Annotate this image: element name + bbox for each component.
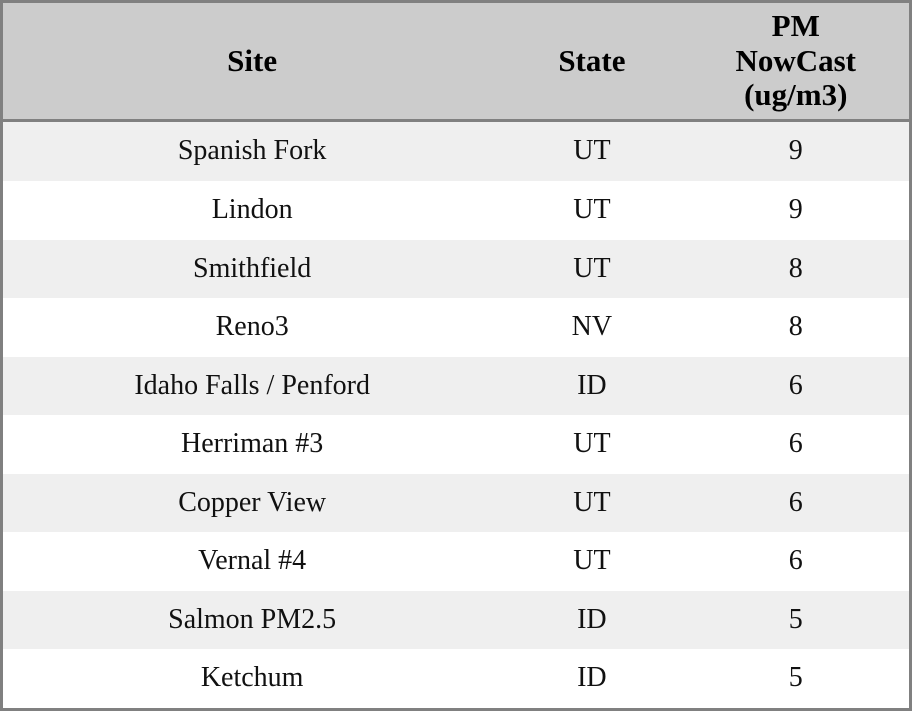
cell-site: Vernal #4 — [198, 545, 307, 577]
cell-pm-nowcast: 5 — [788, 603, 803, 635]
table-header — [3, 3, 909, 121]
cell-pm-nowcast: 6 — [788, 428, 803, 460]
cell-pm-nowcast: 8 — [788, 252, 803, 284]
table-row — [3, 591, 909, 650]
table-row — [3, 121, 909, 182]
cell-state: UT — [573, 486, 611, 518]
cell-pm-nowcast: 5 — [788, 662, 803, 694]
column-header-pm-nowcast — [682, 3, 909, 121]
table-header-row — [3, 3, 909, 121]
column-header-pm-nowcast-line-1: PM — [771, 8, 820, 43]
cell-state: ID — [577, 603, 607, 635]
cell-site: Idaho Falls / Penford — [134, 369, 370, 401]
cell-state: UT — [573, 545, 611, 577]
cell-site: Copper View — [178, 486, 327, 518]
cell-site: Ketchum — [200, 662, 304, 694]
cell-site: Herriman #3 — [181, 428, 324, 460]
cell-site: Lindon — [211, 194, 293, 226]
cell-state: UT — [573, 252, 611, 284]
table-row — [3, 415, 909, 474]
cell-site: Reno3 — [215, 311, 289, 343]
cell-site: Spanish Fork — [177, 135, 327, 167]
table-row — [3, 240, 909, 299]
table-row — [3, 649, 909, 708]
column-header-site — [3, 3, 501, 121]
column-header-site-line-1: Site — [227, 42, 278, 78]
cell-pm-nowcast: 6 — [788, 486, 803, 518]
cell-state: UT — [573, 428, 611, 460]
cell-pm-nowcast: 9 — [788, 194, 803, 226]
cell-site: Smithfield — [193, 252, 312, 284]
cell-pm-nowcast: 9 — [788, 135, 803, 167]
table-body — [3, 121, 909, 708]
cell-pm-nowcast: 6 — [788, 545, 803, 577]
table-row — [3, 181, 909, 240]
cell-state: UT — [573, 194, 611, 226]
table-row — [3, 532, 909, 591]
column-header-pm-nowcast-line-3: (ug/m3) — [744, 77, 848, 113]
table-row — [3, 298, 909, 357]
cell-state: ID — [577, 369, 607, 401]
cell-state: ID — [577, 662, 607, 694]
cell-state: UT — [573, 135, 611, 167]
pm-nowcast-table — [3, 3, 909, 708]
cell-pm-nowcast: 6 — [788, 369, 803, 401]
cell-pm-nowcast: 8 — [788, 311, 803, 343]
table-row — [3, 474, 909, 533]
column-header-state — [501, 3, 682, 121]
cell-site: Salmon PM2.5 — [168, 603, 337, 635]
column-header-state-line-1: State — [558, 42, 626, 78]
table-row — [3, 357, 909, 416]
cell-state: NV — [571, 311, 613, 343]
column-header-pm-nowcast-line-2: NowCast — [735, 42, 857, 78]
